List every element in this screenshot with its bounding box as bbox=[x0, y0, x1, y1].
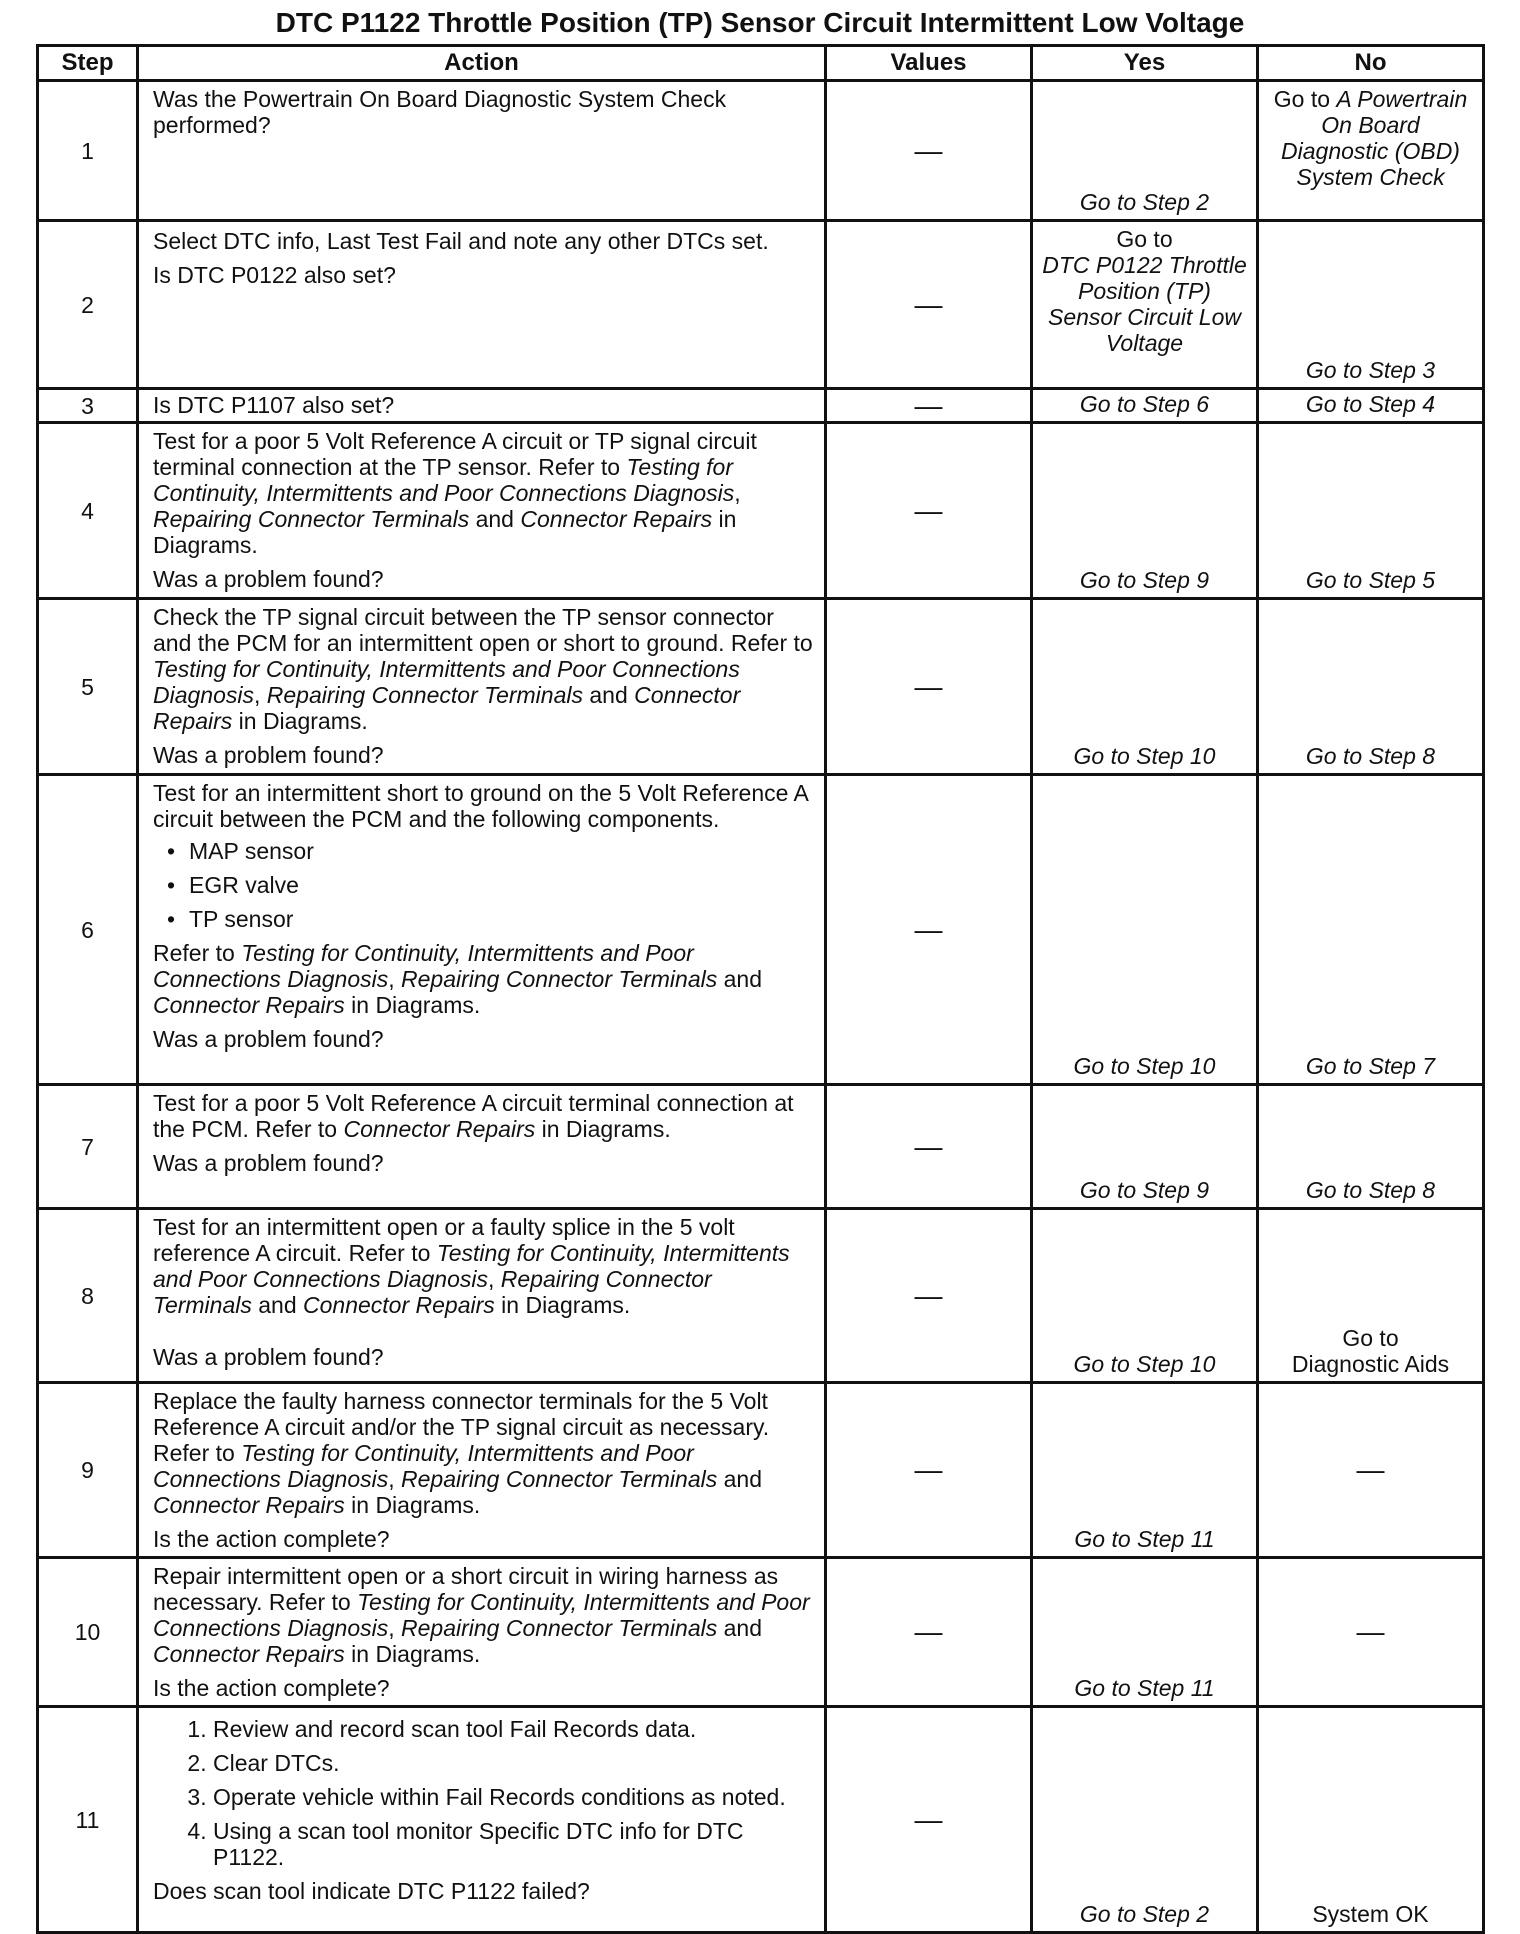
action-text: 1. Review and record scan tool Fail Records data. 2. Clear DTCs. 3. Operate vehicle within Fail Records conditions as noted. 4. Using a scan tool monitor Specific DTC info for DTC P1122. Does scan tool indicate DTC P1122 failed? bbox=[138, 1707, 826, 1933]
diagnostic-table bbox=[36, 44, 1485, 1934]
yes-cell: Go to Step 10 bbox=[1032, 775, 1258, 1085]
no-cell: Go to Step 3 bbox=[1258, 221, 1484, 389]
list-item: • EGR valve bbox=[167, 872, 816, 898]
step-number: 8 bbox=[38, 1209, 138, 1383]
no-cell: Go to Step 5 bbox=[1258, 423, 1484, 599]
no-cell: Go to A Powertrain On Board Diagnostic (OBD) System Check bbox=[1258, 81, 1484, 221]
table-row bbox=[38, 775, 1484, 1085]
action-text: Was the Powertrain On Board Diagnostic System Check performed? bbox=[138, 81, 826, 221]
step-number: 3 bbox=[38, 389, 138, 423]
values-cell: — bbox=[826, 1558, 1032, 1707]
step-number: 7 bbox=[38, 1085, 138, 1209]
no-cell: Go to Step 8 bbox=[1258, 599, 1484, 775]
header-action: Action bbox=[138, 46, 826, 81]
page-title: DTC P1122 Throttle Position (TP) Sensor Circuit Intermittent Low Voltage bbox=[275, 7, 1245, 38]
list-item: 3. Operate vehicle within Fail Records conditions as noted. bbox=[213, 1784, 816, 1810]
table-row bbox=[38, 1383, 1484, 1558]
action-text: Is DTC P1107 also set? bbox=[138, 389, 826, 423]
table-header-row bbox=[38, 46, 1484, 81]
table-row bbox=[38, 599, 1484, 775]
header-no: No bbox=[1258, 46, 1484, 81]
values-cell: — bbox=[826, 1085, 1032, 1209]
list-item: • TP sensor bbox=[167, 906, 816, 932]
yes-cell: Go to Step 10 bbox=[1032, 599, 1258, 775]
yes-cell: Go to Step 2 bbox=[1032, 81, 1258, 221]
header-values: Values bbox=[826, 46, 1032, 81]
step-number: 4 bbox=[38, 423, 138, 599]
no-cell: Go to Step 4 bbox=[1258, 389, 1484, 423]
values-cell: — bbox=[826, 775, 1032, 1085]
action-text: Test for a poor 5 Volt Reference A circuit or TP signal circuit terminal connection at the TP sensor. Refer to Testing for Continuity, Intermittents and Poor Connections Diagnosis, Repairing Connector Terminals and Connector Repairs in Diagrams. Was a problem found? bbox=[138, 423, 826, 599]
yes-cell: Go to Step 11 bbox=[1032, 1558, 1258, 1707]
step-number: 9 bbox=[38, 1383, 138, 1558]
procedure-list bbox=[153, 1716, 816, 1870]
yes-cell: Go to Step 10 bbox=[1032, 1209, 1258, 1383]
table-row bbox=[38, 423, 1484, 599]
action-text: Test for a poor 5 Volt Reference A circuit terminal connection at the PCM. Refer to Connector Repairs in Diagrams. Was a problem found? bbox=[138, 1085, 826, 1209]
component-list bbox=[153, 838, 816, 932]
step-number: 2 bbox=[38, 221, 138, 389]
values-cell: — bbox=[826, 599, 1032, 775]
yes-cell: Go to Step 9 bbox=[1032, 1085, 1258, 1209]
action-text: Test for an intermittent open or a faulty splice in the 5 volt reference A circuit. Refer to Testing for Continuity, Intermittents and Poor Connections Diagnosis, Repairing Connector Terminals and Connector Repairs in Diagrams. Was a problem found? bbox=[138, 1209, 826, 1383]
step-number: 11 bbox=[38, 1707, 138, 1933]
table-row bbox=[38, 81, 1484, 221]
values-cell: — bbox=[826, 1383, 1032, 1558]
values-cell: — bbox=[826, 81, 1032, 221]
yes-cell: Go to DTC P0122 Throttle Position (TP) Sensor Circuit Low Voltage bbox=[1032, 221, 1258, 389]
header-yes: Yes bbox=[1032, 46, 1258, 81]
action-text: Repair intermittent open or a short circuit in wiring harness as necessary. Refer to Testing for Continuity, Intermittents and Poor Connections Diagnosis, Repairing Connector Terminals and Connector Repairs in Diagrams. Is the action complete? bbox=[138, 1558, 826, 1707]
action-text: Check the TP signal circuit between the TP sensor connector and the PCM for an intermittent open or short to ground. Refer to Testing for Continuity, Intermittents and Poor Connections Diagnosis, Repairing Connector Terminals and Connector Repairs in Diagrams. Was a problem found? bbox=[138, 599, 826, 775]
no-cell: Go to Step 8 bbox=[1258, 1085, 1484, 1209]
header-step: Step bbox=[38, 46, 138, 81]
action-text: Select DTC info, Last Test Fail and note any other DTCs set. Is DTC P0122 also set? bbox=[138, 221, 826, 389]
no-cell: — bbox=[1258, 1558, 1484, 1707]
values-cell: — bbox=[826, 1707, 1032, 1933]
values-cell: — bbox=[826, 423, 1032, 599]
values-cell: — bbox=[826, 1209, 1032, 1383]
no-cell: Go to Step 7 bbox=[1258, 775, 1484, 1085]
table-row bbox=[38, 1209, 1484, 1383]
values-cell: — bbox=[826, 389, 1032, 423]
table-row bbox=[38, 389, 1484, 423]
list-item: 2. Clear DTCs. bbox=[213, 1750, 816, 1776]
list-item: 4. Using a scan tool monitor Specific DTC info for DTC P1122. bbox=[213, 1818, 816, 1870]
values-cell: — bbox=[826, 221, 1032, 389]
action-text: Replace the faulty harness connector terminals for the 5 Volt Reference A circuit and/or the TP signal circuit as necessary. Refer to Testing for Continuity, Intermittents and Poor Connections Diagnosis, Repairing Connector Terminals and Connector Repairs in Diagrams. Is the action complete? bbox=[138, 1383, 826, 1558]
step-number: 6 bbox=[38, 775, 138, 1085]
list-item: • MAP sensor bbox=[167, 838, 816, 864]
yes-cell: Go to Step 9 bbox=[1032, 423, 1258, 599]
step-number: 1 bbox=[38, 81, 138, 221]
yes-cell: Go to Step 11 bbox=[1032, 1383, 1258, 1558]
action-text: Test for an intermittent short to ground on the 5 Volt Reference A circuit between the PCM and the following components. • MAP sensor • EGR valve • TP sensor Refer to Testing for Continuity, Intermittents and Poor Connections Diagnosis, Repairing Connector Terminals and Connector Repairs in Diagrams. Was a problem found? bbox=[138, 775, 826, 1085]
yes-cell: Go to Step 2 bbox=[1032, 1707, 1258, 1933]
no-cell: — bbox=[1258, 1383, 1484, 1558]
table-row bbox=[38, 1558, 1484, 1707]
table-row bbox=[38, 221, 1484, 389]
no-cell: System OK bbox=[1258, 1707, 1484, 1933]
no-cell: Go to Diagnostic Aids bbox=[1258, 1209, 1484, 1383]
table-row bbox=[38, 1085, 1484, 1209]
step-number: 10 bbox=[38, 1558, 138, 1707]
step-number: 5 bbox=[38, 599, 138, 775]
yes-cell: Go to Step 6 bbox=[1032, 389, 1258, 423]
table-row bbox=[38, 1707, 1484, 1933]
list-item: 1. Review and record scan tool Fail Records data. bbox=[213, 1716, 816, 1742]
